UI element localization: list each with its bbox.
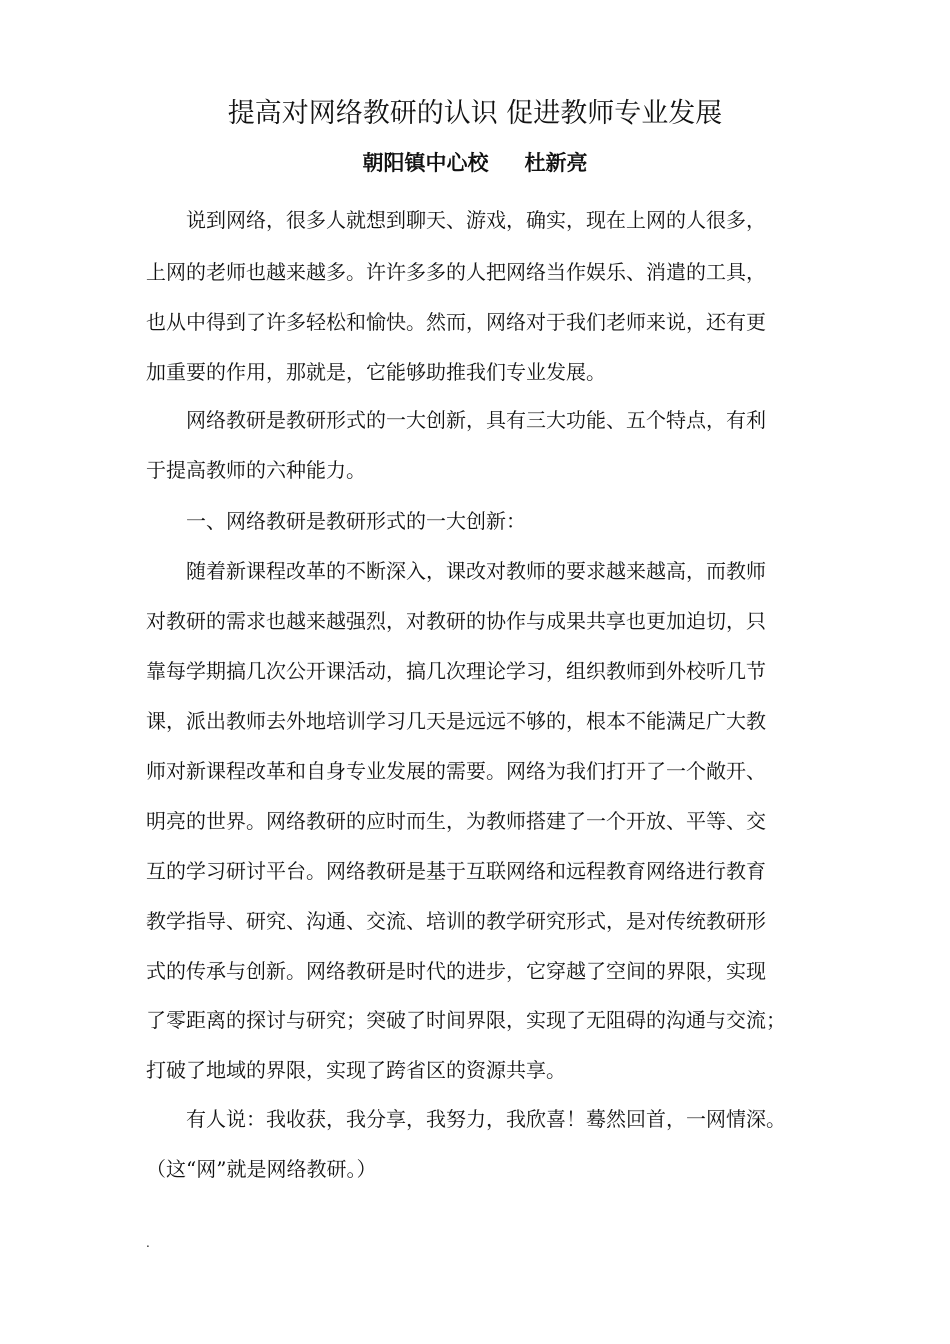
body-line: 师对新课程改革和自身专业发展的需要。网络为我们打开了一个敞开、 xyxy=(146,759,766,783)
body-line: 对教研的需求也越来越强烈，对教研的协作与成果共享也更加迫切，只 xyxy=(146,609,766,633)
body-line: 说到网络，很多人就想到聊天、游戏，确实，现在上网的人很多， xyxy=(146,208,766,232)
body-line: 也从中得到了许多轻松和愉快。然而，网络对于我们老师来说，还有更 xyxy=(146,310,766,334)
author-name: 杜新亮 xyxy=(524,151,588,175)
body-line: 网络教研是教研形式的一大创新，具有三大功能、五个特点，有利 xyxy=(146,408,766,432)
body-line: 互的学习研讨平台。网络教研是基于互联网络和远程教育网络进行教育 xyxy=(146,859,766,883)
page-footer-mark: . xyxy=(146,1236,150,1250)
section-heading: 一、网络教研是教研形式的一大创新： xyxy=(146,509,526,533)
body-line: 课，派出教师去外地培训学习几天是远远不够的，根本不能满足广大教 xyxy=(146,709,766,733)
body-line: 有人说：我收获，我分享，我努力，我欣喜！蓦然回首，一网情深。 xyxy=(146,1107,786,1131)
document-title: 提高对网络教研的认识 促进教师专业发展 xyxy=(227,98,723,129)
school-name: 朝阳镇中心校 xyxy=(362,151,489,175)
body-line: 于提高教师的六种能力。 xyxy=(146,458,366,482)
body-line: 靠每学期搞几次公开课活动，搞几次理论学习，组织教师到外校听几节 xyxy=(146,659,766,683)
body-line: 明亮的世界。网络教研的应时而生，为教师搭建了一个开放、平等、交 xyxy=(146,809,766,833)
body-line: 加重要的作用，那就是，它能够助推我们专业发展。 xyxy=(146,360,606,384)
body-line: （这“网”就是网络教研。） xyxy=(146,1157,377,1181)
body-line: 了零距离的探讨与研究；突破了时间界限，实现了无阻碍的沟通与交流； xyxy=(146,1008,786,1032)
body-line: 教学指导、研究、沟通、交流、培训的教学研究形式，是对传统教研形 xyxy=(146,909,766,933)
document-byline xyxy=(0,146,950,180)
body-line: 上网的老师也越来越多。许许多多的人把网络当作娱乐、消遣的工具， xyxy=(146,260,766,284)
body-line: 式的传承与创新。网络教研是时代的进步，它穿越了空间的界限，实现 xyxy=(146,959,766,983)
body-line: 随着新课程改革的不断深入，课改对教师的要求越来越高，而教师 xyxy=(146,559,766,583)
body-line: 打破了地域的界限，实现了跨省区的资源共享。 xyxy=(146,1058,566,1082)
